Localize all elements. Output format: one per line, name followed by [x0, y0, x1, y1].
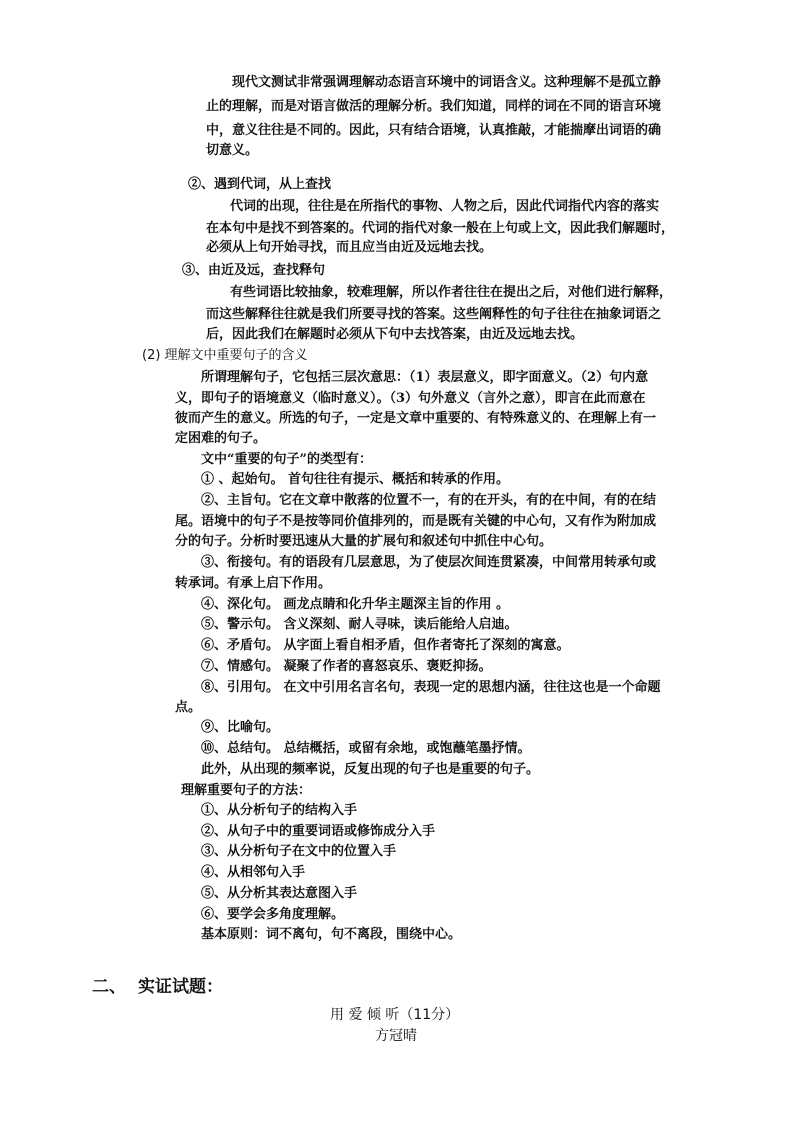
method-item: ②、从句子中的重要词语或修饰成分入手 [201, 824, 436, 839]
sentence-type-cont: 点。 [175, 700, 202, 715]
sentence-type: ⑩、总结句。 总结概括，或留有余地，或饱蘸笔墨抒情。 [201, 741, 531, 756]
sentence-type-cont: 尾。语境中的句子不是按等同价值排列的，而是既有关键的中心句，又有作为附加成 [175, 514, 657, 529]
article-author: 方冠晴 [375, 1028, 417, 1044]
method-line: 后，因此我们在解题时必须从下句中去找答案，由近及远地去找。 [206, 327, 584, 342]
method-line: 代词的出现，往往是在所指代的事物、人物之后，因此代词指代内容的落实 [230, 199, 660, 214]
part-number: 二、 [92, 977, 126, 997]
sentence-type: ⑦、情感句。 凝聚了作者的喜怒哀乐、褒贬抑扬。 [201, 659, 492, 674]
subsection-title: 理解重要句子的方法： [181, 783, 312, 798]
sentence-type: ⑥、矛盾句。 从字面上看自相矛盾，但作者寄托了深刻的寓意。 [201, 638, 570, 653]
method-item: ①、从分析句子的结构入手 [201, 803, 358, 818]
sentence-type: ②、主旨句。它在文章中散落的位置不一，有的在开头，有的在中间，有的在结 [201, 493, 657, 508]
sentence-type: ③、衔接句。有的语段有几层意思，为了使层次间连贯紧凑，中间常用转承句或 [201, 555, 657, 570]
section-title: (2) 理解文中重要句子的含义 [142, 348, 308, 363]
method-line: 在本句中是找不到答案的。代词的指代对象一般在上句或上文，因此我们解题时， [206, 221, 675, 236]
section-line: 义，即句子的语境意义（临时意义）。（3）句外意义（言外之意），即言在此而意在 [175, 391, 646, 406]
section-line: 文中“重要的句子”的类型有： [201, 452, 372, 467]
method-item: ⑤、从分析其表达意图入手 [201, 886, 358, 901]
principle-line: 基本原则：词不离句，句不离段，围绕中心。 [201, 927, 462, 942]
sentence-type-cont: 分的句子。分析时要迅速从大量的扩展句和叙述句中抓住中心句。 [175, 534, 553, 549]
sentence-type: ⑧、引用句。 在文中引用名言名句，表现一定的思想内涵，往往这也是一个命题 [201, 680, 661, 695]
sentence-type-cont: 转承词。有承上启下作用。 [175, 576, 332, 591]
method-title: ②、遇到代词，从上查找 [188, 177, 332, 192]
method-line: 有些词语比较抽象，较难理解，所以作者往往在提出之后，对他们进行解释， [230, 285, 673, 300]
method-line: 而这些解释往往就是我们所要寻找的答案。这些阐释性的句子往往在抽象词语之 [206, 307, 662, 322]
section-line: 定困难的句子。 [175, 431, 267, 446]
section-line: 彼而产生的意义。所选的句子，一定是文章中重要的、有特殊意义的、在理解上有一 [175, 411, 657, 426]
sentence-type: ⑤、警示句。 含义深刻、耐人寻味，读后能给人启迪。 [201, 617, 518, 632]
intro-line: 现代文测试非常强调理解动态语言环境中的词语含义。这种理解不是孤立静 [232, 75, 662, 90]
intro-line: 中，意义往往是不同的。因此，只有结合语境，认真推敲，才能揣摩出词语的确 [206, 123, 662, 138]
method-item: ④、从相邻句入手 [201, 865, 306, 880]
sentence-type: ① 、起始句。 首句往往有提示、概括和转承的作用。 [201, 472, 510, 487]
part-title: 实证试题： [138, 977, 223, 997]
method-line: 必须从上句开始寻找，而且应当由近及远地去找。 [206, 240, 493, 255]
method-title: ③、由近及远，查找释句 [182, 263, 326, 278]
sentence-type: ④、深化句。 画龙点睛和化升华主题深主旨的作用 。 [201, 597, 510, 612]
intro-line: 切意义。 [206, 143, 259, 158]
intro-line: 止的理解，而是对语言做活的理解分析。我们知道，同样的词在不同的语言环境 [206, 99, 662, 114]
article-title: 用 爱 倾 听（11分） [330, 1007, 460, 1023]
method-item: ⑥、要学会多角度理解。 [201, 907, 345, 922]
method-item: ③、从分析句子在文中的位置入手 [201, 844, 397, 859]
sentence-type: ⑨、比喻句。 [201, 720, 280, 735]
section-line: 所谓理解句子，它包括三层次意思：（1）表层意义，即字面意义。（2）句内意 [201, 370, 649, 385]
section-line: 此外，从出现的频率说，反复出现的句子也是重要的句子。 [201, 762, 540, 777]
